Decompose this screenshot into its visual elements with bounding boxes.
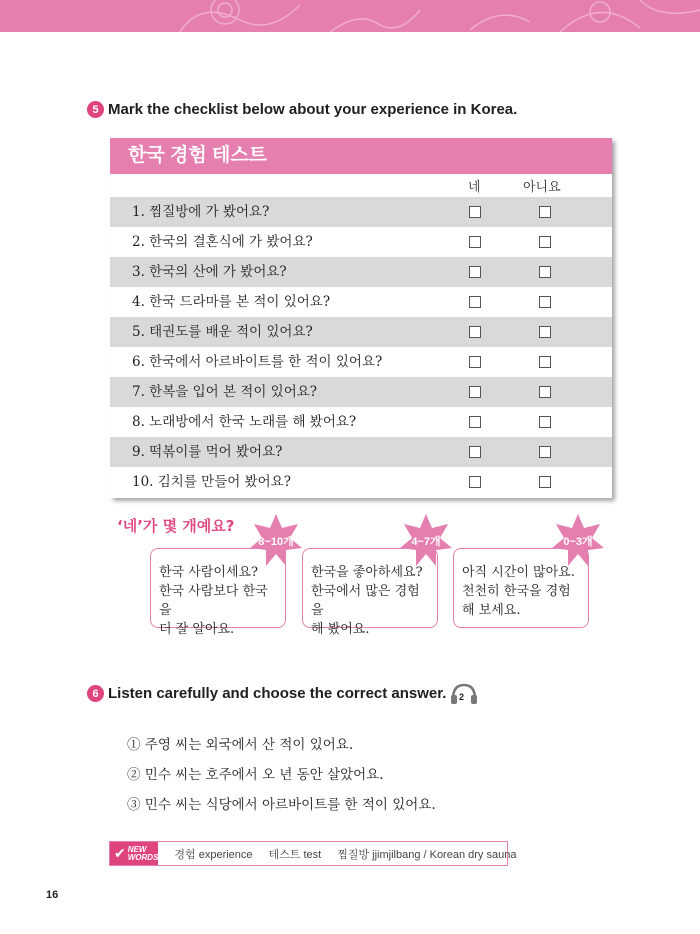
checklist-item-label: 10. 김치를 만들어 봤어요?: [132, 474, 291, 490]
result-line: 한국에서 많은 경험을: [311, 584, 420, 618]
new-word-item: 테스트 test: [268, 848, 322, 861]
no-checkbox[interactable]: [539, 266, 551, 278]
no-checkbox[interactable]: [539, 446, 551, 458]
q5-instruction: Mark the checklist below about your experience in Korea.: [108, 101, 518, 118]
new-words-badge-bottom: WORDS: [127, 852, 159, 862]
range-label-mid: 4~7개: [411, 536, 441, 548]
answer-option[interactable]: ① 주영 씨는 외국에서 산 적이 있어요.: [127, 737, 354, 753]
checklist-row: [110, 287, 612, 317]
result-line: 한국을 좋아하세요?: [311, 565, 423, 580]
col-yes-header: 네: [468, 180, 481, 195]
checklist-row: [110, 347, 612, 377]
yes-checkbox[interactable]: [469, 206, 481, 218]
checklist-item-label: 6. 한국에서 아르바이트를 한 적이 있어요?: [132, 354, 383, 370]
checklist-row: [110, 257, 612, 287]
checklist-item-label: 3. 한국의 산에 가 봤어요?: [132, 264, 287, 280]
range-label-high: 8~10개: [258, 536, 294, 548]
yes-checkbox[interactable]: [469, 326, 481, 338]
range-label-low: 0~3개: [563, 536, 593, 548]
page-number: 16: [46, 889, 59, 901]
checklist-row: [110, 437, 612, 467]
no-checkbox[interactable]: [539, 386, 551, 398]
yes-checkbox[interactable]: [469, 266, 481, 278]
checklist-item-label: 7. 한복을 입어 본 적이 있어요?: [132, 384, 318, 400]
yes-checkbox[interactable]: [469, 386, 481, 398]
no-checkbox[interactable]: [539, 326, 551, 338]
checkmark-icon: ✔: [114, 845, 126, 861]
answer-option[interactable]: ③ 민수 씨는 식당에서 아르바이트를 한 적이 있어요.: [127, 797, 436, 813]
new-word-item: 찜질방 jjimjilbang / Korean dry sauna: [337, 848, 517, 861]
result-line: 더 잘 알아요.: [159, 622, 235, 637]
top-banner: [0, 0, 700, 32]
checklist-item-label: 2. 한국의 결혼식에 가 봤어요?: [132, 234, 313, 250]
no-checkbox[interactable]: [539, 356, 551, 368]
yes-checkbox[interactable]: [469, 236, 481, 248]
checklist-row: [110, 467, 612, 497]
checklist-item-label: 9. 떡볶이를 먹어 봤어요?: [132, 444, 283, 460]
q6-number-badge: 6: [87, 685, 104, 702]
q6-heading: [87, 685, 446, 702]
floral-pattern-icon: [0, 0, 700, 32]
result-line: 천천히 한국을 경험: [462, 584, 571, 599]
checklist-item-label: 5. 태권도를 배운 적이 있어요?: [132, 324, 313, 340]
new-word-item: 경험 experience: [174, 848, 253, 861]
checklist-row: [110, 377, 612, 407]
result-line: 해 봤어요.: [311, 622, 370, 637]
no-checkbox[interactable]: [539, 236, 551, 248]
checklist-item-label: 8. 노래방에서 한국 노래를 해 봤어요?: [132, 414, 357, 430]
results-question: ‘네’가 몇 개예요?: [117, 517, 235, 535]
no-checkbox[interactable]: [539, 476, 551, 488]
result-line: 아직 시간이 많아요.: [462, 565, 575, 580]
checklist-row: [110, 227, 612, 257]
checklist-item-label: 4. 한국 드라마를 본 적이 있어요?: [132, 294, 331, 310]
result-line: 한국 사람보다 한국을: [159, 584, 268, 618]
checklist-row: [110, 407, 612, 437]
yes-checkbox[interactable]: [469, 476, 481, 488]
new-words-badge: [110, 842, 158, 865]
no-checkbox[interactable]: [539, 416, 551, 428]
new-words-badge-top: NEW: [127, 844, 147, 854]
no-checkbox[interactable]: [539, 206, 551, 218]
result-line: 한국 사람이세요?: [159, 565, 259, 580]
checklist-item-label: 1. 찜질방에 가 봤어요?: [132, 204, 270, 220]
q5-heading: [87, 101, 517, 118]
result-line: 해 보세요.: [462, 603, 521, 618]
yes-checkbox[interactable]: [469, 356, 481, 368]
yes-checkbox[interactable]: [469, 446, 481, 458]
yes-checkbox[interactable]: [469, 416, 481, 428]
test-title: 한국 경험 테스트: [110, 138, 612, 174]
q5-number-badge: 5: [87, 101, 104, 118]
col-no-header: 아니요: [523, 180, 561, 195]
checklist-row: [110, 197, 612, 227]
q6-instruction: Listen carefully and choose the correct answer.: [108, 685, 447, 702]
yes-checkbox[interactable]: [469, 296, 481, 308]
track-number: 2: [459, 692, 465, 702]
no-checkbox[interactable]: [539, 296, 551, 308]
answer-option[interactable]: ② 민수 씨는 호주에서 오 년 동안 살았어요.: [127, 767, 384, 783]
checklist-row: [110, 317, 612, 347]
new-words-box: [109, 841, 517, 866]
